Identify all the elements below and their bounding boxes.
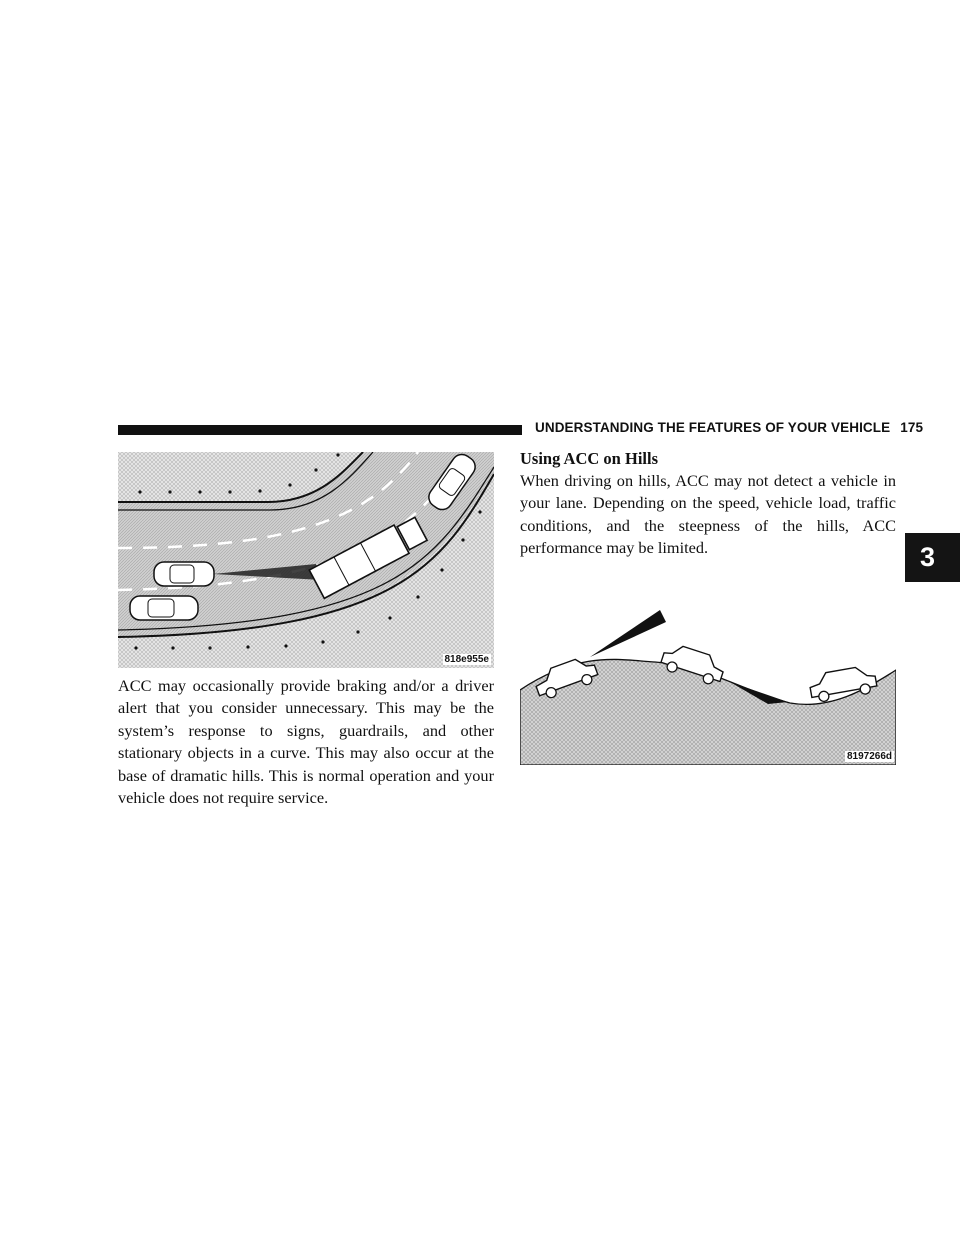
adjacent-car-icon — [130, 596, 198, 620]
running-header — [535, 420, 923, 435]
section-heading: Using ACC on Hills — [520, 449, 658, 468]
body-paragraph-left: ACC may occasionally provide braking and/or a driver alert that you consider unnecessary. This may be the system’s response to signs, guardrails, and other stationary objects in a curve. This may also occur at the base of dramatic hills. This is normal operation and your vehicle does not require service. — [118, 676, 494, 808]
figure-code: 818e955e — [444, 654, 489, 665]
chapter-tab: 3 — [905, 533, 960, 582]
figure-code: 8197266d — [846, 751, 892, 762]
body-paragraph-right: When driving on hills, ACC may not detect a vehicle in your lane. Depending on the speed, vehicle load, traffic conditions, and the steepness of the hills, ACC performance may be limited. — [520, 471, 896, 558]
curve-road-drawing — [118, 452, 494, 668]
section-title: UNDERSTANDING THE FEATURES OF YOUR VEHICLE — [535, 420, 891, 435]
page-number: 175 — [900, 420, 924, 435]
header-rule — [118, 425, 522, 435]
figure-curve-illustration — [118, 452, 494, 668]
acc-car-icon — [154, 562, 214, 586]
hills-drawing — [520, 540, 896, 765]
figure-hills-illustration — [520, 540, 896, 765]
